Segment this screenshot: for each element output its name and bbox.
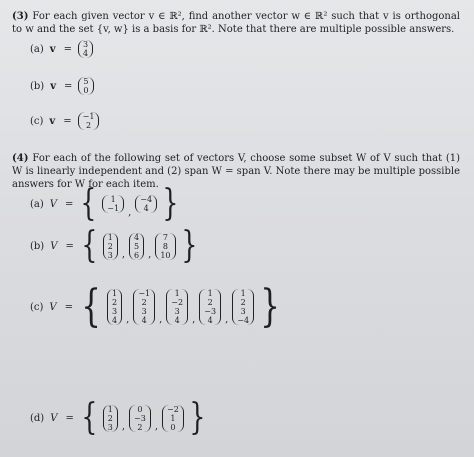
column-vector	[78, 40, 93, 58]
vector-entry: 4	[141, 316, 147, 325]
vector-entry: −1	[107, 204, 120, 213]
problem-3-number: (3)	[12, 11, 29, 22]
right-brace: }	[162, 183, 179, 224]
part-label: (b)	[30, 240, 45, 252]
vector-entry: 1	[207, 289, 213, 298]
vector-entry: 1	[240, 289, 246, 298]
column-vector	[155, 233, 175, 260]
equals-sign: =	[63, 115, 72, 127]
vector-entry: 1	[107, 232, 113, 242]
vector-entry: 0	[170, 422, 176, 432]
equals-sign: =	[64, 301, 74, 313]
vector-entry: 5	[83, 77, 89, 86]
vector-entry: 2	[207, 298, 213, 307]
vector-entry: 4	[143, 204, 149, 213]
part-label: (b)	[30, 80, 45, 92]
equals-sign: =	[65, 198, 74, 210]
part-label: (c)	[30, 301, 44, 313]
vector-entry: 2	[107, 413, 113, 423]
column-vector	[102, 195, 124, 213]
equals-sign: =	[65, 412, 74, 424]
vector-entry: 0	[137, 404, 143, 414]
left-brace: {	[80, 183, 97, 224]
column-vector	[199, 289, 221, 325]
column-vector	[232, 289, 254, 325]
left-brace: {	[81, 281, 101, 332]
problem-4a: (a) V = { 1 −1 , −4 4 }	[30, 183, 179, 224]
vector-entry: 4	[112, 316, 118, 325]
right-brace: }	[189, 397, 206, 438]
vector-entry: 4	[174, 316, 180, 325]
problem-4-text: For each of the following set of vectors V, choose some subset W of V such that (1) W is linearly independent and (2) span W = span V. Note there may be multiple possible answers for W for each item.	[12, 153, 460, 190]
problem-4d: (d) V = { 1 2 3 , 0 −3 2 , −2 1 0 }	[30, 397, 206, 438]
column-vector	[133, 289, 155, 325]
problem-4-number: (4)	[12, 153, 29, 164]
equals-sign: =	[63, 43, 72, 55]
right-brace: }	[180, 225, 197, 266]
equals-sign: =	[65, 240, 74, 252]
vector-name: v	[49, 43, 56, 55]
vector-entry: −4	[237, 316, 250, 325]
vector-entry: −1	[138, 289, 151, 298]
vector-entry: 8	[162, 241, 168, 251]
vector-entry: 2	[85, 121, 92, 130]
vector-entry: 7	[162, 232, 168, 242]
column-vector	[166, 289, 188, 325]
vector-entry: −3	[134, 413, 146, 423]
vector-entry: 2	[240, 298, 246, 307]
vector-entry: −2	[167, 404, 179, 414]
column-vector	[129, 405, 151, 432]
column-vector	[162, 405, 184, 432]
set-name: V	[50, 240, 58, 252]
vector-entry: −2	[171, 298, 184, 307]
vector-entry: 3	[174, 307, 180, 316]
column-vector	[107, 289, 122, 325]
column-vector	[78, 112, 100, 130]
vector-entry: 5	[134, 241, 140, 251]
column-vector	[103, 233, 118, 260]
vector-entry: 3	[82, 40, 89, 49]
problem-3c	[30, 112, 101, 130]
vector-entry: 4	[82, 49, 89, 58]
vector-entry: 2	[137, 422, 143, 432]
vector-entry: 3	[107, 422, 113, 432]
right-brace: }	[260, 281, 280, 332]
set-name: V	[49, 198, 57, 210]
equals-sign: =	[64, 80, 73, 92]
left-brace: {	[81, 225, 98, 266]
vector-entry: 2	[112, 298, 118, 307]
problem-4b: (b) V = { 1 2 3 , 4 5 6 , 7 8 10 }	[30, 225, 197, 266]
vector-entry: 2	[141, 298, 147, 307]
vector-name: v	[50, 80, 57, 92]
vector-entry: 4	[134, 232, 140, 242]
vector-entry: 10	[160, 250, 171, 260]
vector-entry: 2	[107, 241, 113, 251]
vector-entry: 1	[112, 289, 118, 298]
vector-entry: 1	[170, 413, 176, 423]
left-brace: {	[81, 397, 98, 438]
column-vector	[78, 77, 93, 95]
vector-entry: 0	[83, 86, 89, 95]
column-vector	[135, 195, 157, 213]
problem-3a	[30, 40, 95, 58]
problem-3b	[30, 77, 96, 95]
vector-entry: 3	[112, 307, 118, 316]
vector-entry: 3	[240, 307, 246, 316]
part-label: (a)	[30, 43, 44, 55]
vector-entry: 1	[174, 289, 180, 298]
problem-3-text: For each given vector v ∈ ℝ², find another vector w ∈ ℝ² such that v is orthogonal to w and the set {v, w} is a basis for ℝ². Note that there are multiple possible answers.	[12, 11, 460, 35]
part-label: (c)	[30, 115, 44, 127]
problem-3-statement	[12, 10, 460, 36]
set-name: V	[50, 412, 58, 424]
column-vector	[129, 233, 144, 260]
vector-entry: 3	[141, 307, 147, 316]
vector-entry: 3	[107, 250, 113, 260]
vector-entry: 4	[207, 316, 213, 325]
vector-entry: −4	[140, 195, 153, 204]
vector-entry: −1	[82, 112, 95, 121]
problem-4c: (c) V = { 1 2 3 4 , −1 2 3 4 , 1 −2 3 4 , 1 2 −3 4 , 1 2 3 −4 }	[30, 281, 280, 332]
vector-entry: 1	[107, 404, 113, 414]
vector-name: v	[49, 115, 56, 127]
vector-entry: −3	[204, 307, 217, 316]
part-label: (d)	[30, 412, 45, 424]
vector-entry: 6	[134, 250, 140, 260]
vector-entry: 1	[110, 195, 116, 204]
set-name: V	[49, 301, 57, 313]
part-label: (a)	[30, 198, 44, 210]
column-vector	[103, 405, 118, 432]
